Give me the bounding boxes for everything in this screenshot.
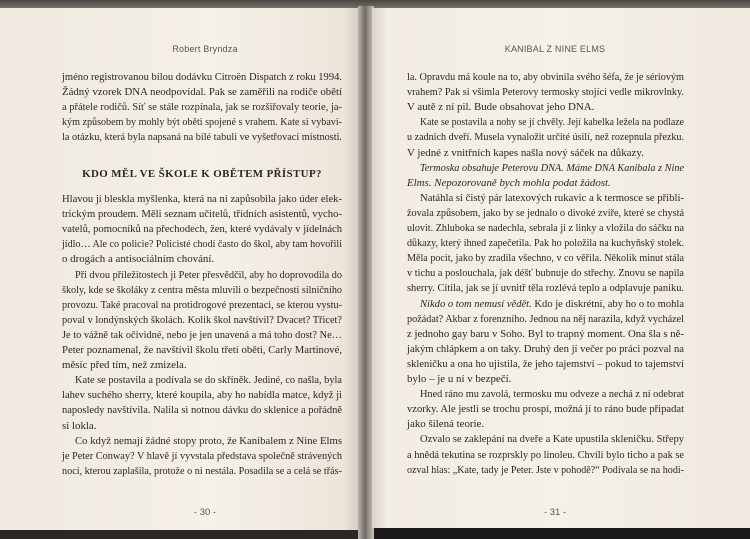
scan-bottom-edge <box>372 528 750 539</box>
line-text: vzorky. Ale jestli se trochu prospí, možná jí to ráno bude připadat <box>407 403 685 416</box>
text-line <box>407 266 684 280</box>
line-text: sherry. Cítila, jak se jí uvnitř těla rozlévá teplo a odplavuje paniku. <box>407 282 684 295</box>
line-text: je Peter Conway? V hlavě jí vyvstala představa společně strávených <box>62 449 342 462</box>
text-line <box>407 372 684 386</box>
text-line <box>407 281 684 295</box>
italic-text: Nikdo o tom nemusí vědět. <box>420 297 532 310</box>
line-text: ozval hlas: „Kate, tady je Peter. Jste v pohodě?“ Podívala se na hodi- <box>407 463 685 476</box>
text-line <box>407 417 684 431</box>
line-text: měsíc před tím, než zmizela. <box>62 359 187 372</box>
text-line <box>62 358 342 372</box>
line-text: poval v londýnských školách. Kolik škol navštívil? Dvacet? Třicet? <box>62 313 343 326</box>
line-text: Žádný vzorek DNA neodpovídal. Pak se zaměřili na rodiče obětí <box>62 86 342 99</box>
text-line <box>407 236 684 250</box>
line-text: z jednoho gay baru v Soho. Byl to trapný moment. Ona šla s ně- <box>407 327 685 340</box>
line-text: jméno registrovanou bílou dodávku Citroën Dispatch z roku 1994. <box>62 71 343 83</box>
text-line <box>407 146 684 160</box>
line-text: jako šílená teorie. <box>407 418 485 431</box>
line-text: u zadních dveří. Musela vynaložit určité úsilí, než rozepnula přezku. <box>407 131 684 144</box>
text-line <box>407 448 684 462</box>
text-line <box>407 221 684 235</box>
text-line <box>420 191 684 205</box>
text-line <box>62 343 342 357</box>
text-line <box>62 403 342 417</box>
text-line <box>407 342 684 356</box>
line-text: Kate se postavila a podívala se do skříněk. Jediné, co našla, byla <box>75 374 343 387</box>
line-text: a hnědá tekutina se rozprskly po linoleu. Chvíli bylo ticho a pak se <box>407 448 685 461</box>
text-line <box>407 85 684 99</box>
text-line <box>407 100 684 114</box>
text-line <box>420 297 684 311</box>
text-line <box>62 222 342 236</box>
line-text: skleničku a ona ho ujistila, že jeho tajemství – pokud to tajemství <box>407 357 684 370</box>
text-line <box>420 115 684 129</box>
italic-text: Elms. Nepozorovaně bych mohla podat žádost. <box>407 176 611 189</box>
running-head-title: KANIBAL Z NINE ELMS <box>504 44 606 54</box>
text-line <box>62 100 342 114</box>
line-text: Hned ráno mu zavolá, termosku mu odveze a nechá z ní odebrat <box>420 388 684 401</box>
line-text: jídlo… Ale co policie? Policisté chodí často do škol, aby tam hovořili <box>62 238 343 251</box>
line-text: Ozvalo se zaklepání na dveře a Kate upustila skleničku. Střepy <box>420 433 684 446</box>
text-line <box>75 373 342 387</box>
section-heading: KDO MĚL VE ŠKOLE K OBĚTEM PŘÍSTUP? <box>82 168 322 180</box>
line-text: Měla pocit, jako by zradila všechno, v co věřila. Několik minut stála <box>407 252 685 265</box>
text-line <box>407 206 684 220</box>
line-text: vrahem? Pak si všimla Peterovy termosky stojící vedle mikrovlnky. <box>407 86 684 99</box>
text-line <box>407 176 684 190</box>
text-line <box>420 387 684 401</box>
text-line <box>62 313 342 327</box>
text-line <box>62 85 342 99</box>
italic-text: Termoska obsahuje Peterovu DNA. Máme DNA Kanibala z Nine <box>420 161 684 174</box>
line-text: žovala způsobem, jako by se jednalo o divoké zvíře, které se chystá <box>407 206 685 219</box>
page-number-left: - 30 - <box>193 507 217 518</box>
text-line <box>407 251 684 265</box>
text-line <box>62 70 342 84</box>
text-line <box>62 252 342 266</box>
line-text: Peter poznamenal, že navštívil školu třetí oběti, Carly Martinové, <box>62 344 343 356</box>
text-line <box>420 432 684 446</box>
text-line <box>62 388 342 402</box>
text-line <box>62 237 342 251</box>
text-line <box>62 328 342 342</box>
running-head-author: Robert Bryndza <box>172 44 238 54</box>
line-text: Kdo je diskrétní, aby ho o to mohla <box>531 297 685 310</box>
page-number-right: - 31 - <box>543 507 567 518</box>
text-line <box>62 449 342 463</box>
text-line <box>62 115 342 129</box>
text-line <box>407 130 684 144</box>
text-line <box>62 419 342 433</box>
line-text: důkazy, který ihned zapečetila. Pak ho položila na kuchyňský stolek. <box>407 237 685 250</box>
line-text: Je to vážně tak očividné, nebo je jen unavená a má toho dost? Ne… <box>62 328 343 341</box>
line-text: školy, kde se školáky z centra města mluvili o bezpečnosti silničního <box>62 283 342 296</box>
line-text: bylo – je u ní v bezpečí. <box>407 373 512 385</box>
line-text: Při dvou příležitostech ji Peter přesvědčil, aby ho doprovodila do <box>75 268 342 281</box>
line-text: Natáhla si čistý pár latexových rukavic a k termosce se přibli- <box>420 191 684 204</box>
text-line <box>62 283 342 297</box>
text-line <box>407 463 684 477</box>
text-line <box>62 130 342 144</box>
text-line <box>407 312 684 326</box>
line-text: lahev suchého sherry, které koupila, aby ho nabídla matce, když ji <box>62 389 342 402</box>
line-text: V jedné z vnitřních kapes našla nový sáček na důkazy. <box>407 146 644 159</box>
line-text: v tichu a poslouchala, jak déšť bubnuje do střechy. Znovu se napila <box>407 267 685 280</box>
text-line <box>407 70 684 84</box>
text-line <box>407 357 684 371</box>
line-text: Hlavou jí bleskla myšlenka, která na ni zapůsobila jako úder elek- <box>62 193 342 205</box>
left-page <box>0 8 362 530</box>
line-text: jakým chlápkem a on taky. Druhý den jí večer po práci pozval na <box>407 342 685 355</box>
line-text: ulovit. Zhluboka se nadechla, sebrala ji z linky a vložila do sáčku na <box>407 222 684 234</box>
line-text: nocí, kterou zaplašila, protože o ni nestála. Posadila se a celá se třás- <box>62 464 342 477</box>
text-line <box>407 327 684 341</box>
line-text: a přátele rodičů. Síť se stále rozpínala, jak se rozšiřovaly teorie, ja- <box>62 101 342 114</box>
line-text: požádat? Akbar z forenzního. Jednou na něj narazila, když vycházel <box>407 312 684 325</box>
line-text: provozu. Také pracoval na protidrogové prezentaci, se kterou vystu- <box>62 298 343 311</box>
text-line <box>62 298 342 312</box>
line-text: naposledy navštívila. Nalila si notnou dávku do sklenice a pořádně <box>62 404 343 417</box>
line-text: Co když nemají žádné stopy proto, že Kanibalem z Nine Elms <box>75 434 343 447</box>
text-line <box>407 402 684 416</box>
text-line <box>420 161 684 175</box>
text-line <box>62 464 342 478</box>
line-text: la. Opravdu má koule na to, aby obvinila svého šéfa, že je sériovým <box>407 71 684 83</box>
line-text: V autě z ní pil. Bude obsahovat jeho DNA. <box>407 101 595 114</box>
line-text: la otázku, která byla napsaná na bílé tabuli ve vyšetřovací místnosti. <box>62 131 342 144</box>
line-text: o drogách a antisociálním chování. <box>62 253 215 266</box>
text-line <box>75 268 342 282</box>
right-page <box>372 8 750 528</box>
text-line <box>62 207 342 221</box>
line-text: kým způsobem by mohly být oběti spojené s vrahem. Kate si vybavi- <box>62 116 343 129</box>
text-line <box>62 192 342 206</box>
text-line <box>75 434 342 448</box>
line-text: Kate se postavila a nohy se jí chvěly. Její kabelka ležela na podlaze <box>420 116 684 129</box>
line-text: vatelů, pomocníků na přechodech, žen, které vydávaly v jídelnách <box>62 223 343 236</box>
line-text: si lokla. <box>62 419 97 432</box>
line-text: trickým proudem. Měli seznam učitelů, třídních asistentů, vycho- <box>62 208 343 221</box>
